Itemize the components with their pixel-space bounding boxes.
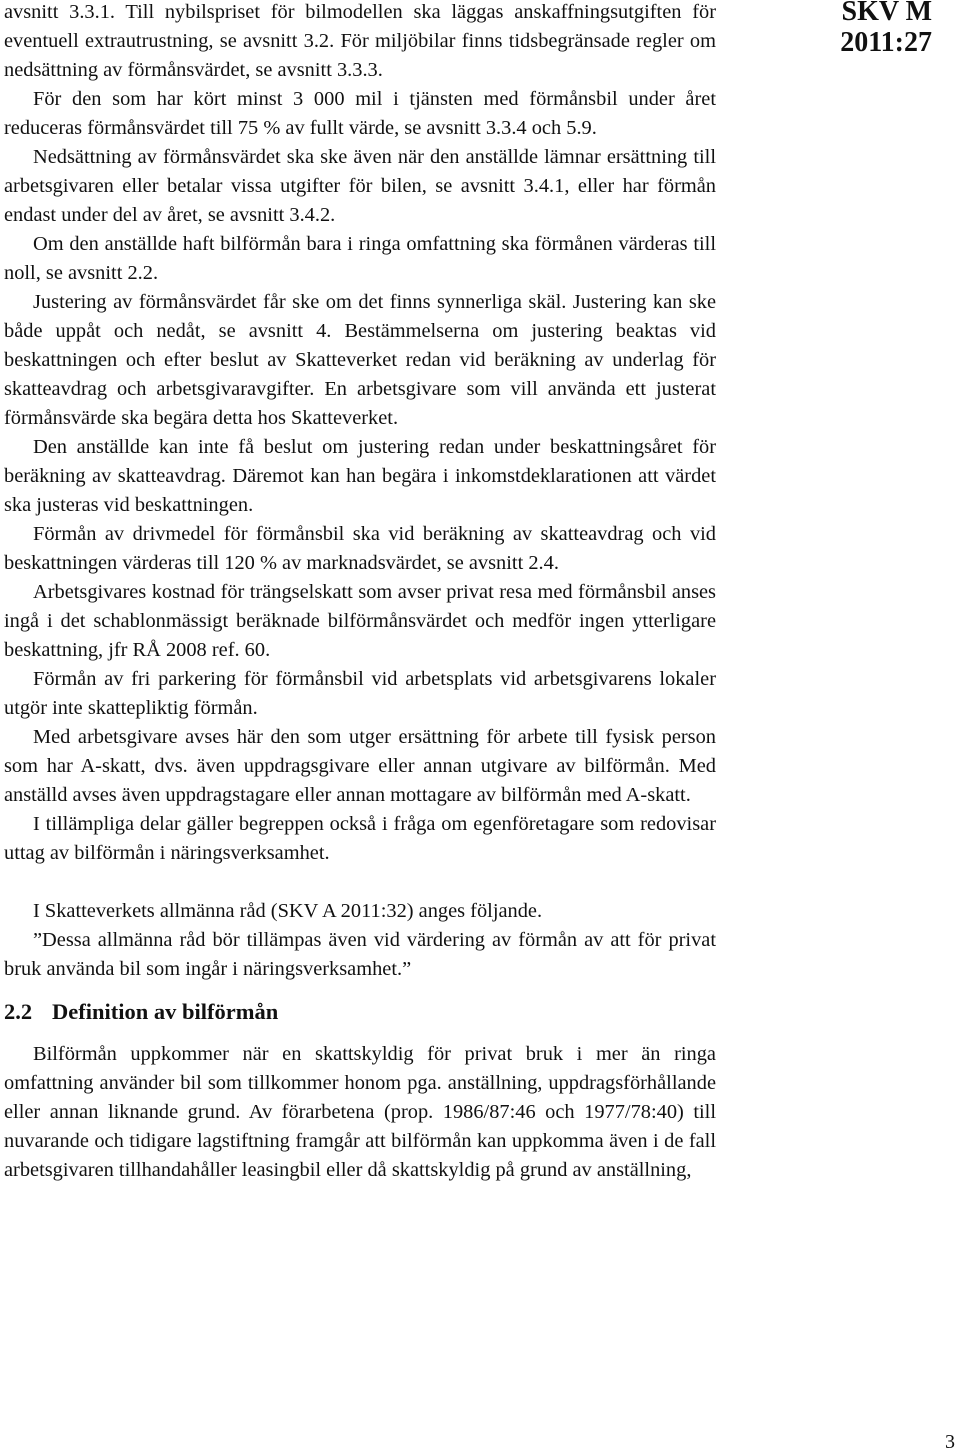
paragraph: För den som har kört minst 3 000 mil i tjänsten med förmånsbil under året reduceras förmånsvärdet till 75 % av fullt värde, se avsnitt 3.3.4 och 5.9. bbox=[4, 88, 716, 139]
paragraph: Justering av förmånsvärdet får ske om det finns synnerliga skäl. Justering kan ske både uppåt och nedåt, se avsnitt 4. Bestämmelserna om justering beaktas vid beskattningen och efter beslut av Skatteverket redan vid beräkning av underlag för skatteavdrag och arbetsgivaravgifter. En arbetsgivare som vill använda ett justerat förmånsvärde ska begära detta hos Skatteverket. bbox=[4, 291, 716, 429]
section-title: Definition av bilförmån bbox=[52, 999, 279, 1024]
section-paragraph: Bilförmån uppkommer när en skattskyldig för privat bruk i mer än ringa omfattning använder bil som tillkommer honom pga. anställning, uppdragsförhållande eller annan liknande grund. Av förarbetena (prop. 1986/87:46 och 1977/78:40) till nuvarande och tidigare lagstiftning framgår att bilförmån kan uppkomma även i de fall arbetsgivaren tillhandahåller leasingbil eller då skattskyldig på grund av anställning, bbox=[4, 1043, 716, 1181]
publication-label bbox=[752, 0, 932, 58]
paragraph: Förmån av drivmedel för förmånsbil ska vid beräkning av skatteavdrag och vid beskattningen värderas till 120 % av marknadsvärdet, se avsnitt 2.4. bbox=[4, 523, 716, 574]
section-heading bbox=[4, 984, 716, 1040]
publication-series: SKV M bbox=[841, 0, 932, 27]
paragraph: avsnitt 3.3.1. Till nybilspriset för bilmodellen ska läggas anskaffningsutgiften för eventuell extrautrustning, se avsnitt 3.2. För miljöbilar finns tidsbegränsade regler om nedsättning av förmånsvärdet, se avsnitt 3.3.3. bbox=[4, 1, 716, 81]
publication-number: 2011:27 bbox=[840, 27, 932, 58]
body-text bbox=[4, 0, 716, 1185]
page-number: 3 bbox=[945, 1431, 955, 1453]
paragraph: Om den anställde haft bilförmån bara i ringa omfattning ska förmånen värderas till noll, se avsnitt 2.2. bbox=[4, 233, 716, 284]
paragraph: I tillämpliga delar gäller begreppen också i fråga om egenföretagare som redovisar uttag av bilförmån i näringsverksamhet. bbox=[4, 813, 716, 864]
paragraph: Den anställde kan inte få beslut om justering redan under beskattningsåret för beräkning av skatteavdrag. Däremot kan han begära i inkomstdeklarationen att värdet ska justeras vid beskattningen. bbox=[4, 436, 716, 516]
paragraph: Förmån av fri parkering för förmånsbil vid arbetsplats vid arbetsgivarens lokaler utgör inte skattepliktig förmån. bbox=[4, 668, 716, 719]
spacer bbox=[4, 868, 716, 897]
paragraph: Med arbetsgivare avses här den som utger ersättning för arbete till fysisk person som har A-skatt, dvs. även uppdragsgivare eller annan utgivare av bilförmån. Med anställd avses även uppdragstagare eller annan mottagare av bilförmån med A-skatt. bbox=[4, 726, 716, 806]
paragraph: Nedsättning av förmånsvärdet ska ske även när den anställde lämnar ersättning till arbetsgivaren eller betalar vissa utgifter för bilen, se avsnitt 3.4.1, eller har förmån endast under del av året, se avsnitt 3.4.2. bbox=[4, 146, 716, 226]
advice-quote: ”Dessa allmänna råd bör tillämpas även vid värdering av förmån av att för privat bruk använda bil som ingår i näringsverksamhet.” bbox=[4, 929, 716, 980]
advice-intro: I Skatteverkets allmänna råd (SKV A 2011:32) anges följande. bbox=[33, 900, 543, 922]
paragraph: Arbetsgivares kostnad för trängselskatt som avser privat resa med förmånsbil anses ingå i det schablonmässigt beräknade bilförmånsvärdet och medför ingen ytterligare beskattning, jfr RÅ 2008 ref. 60. bbox=[4, 581, 716, 661]
section-number: 2.2 bbox=[4, 999, 33, 1024]
